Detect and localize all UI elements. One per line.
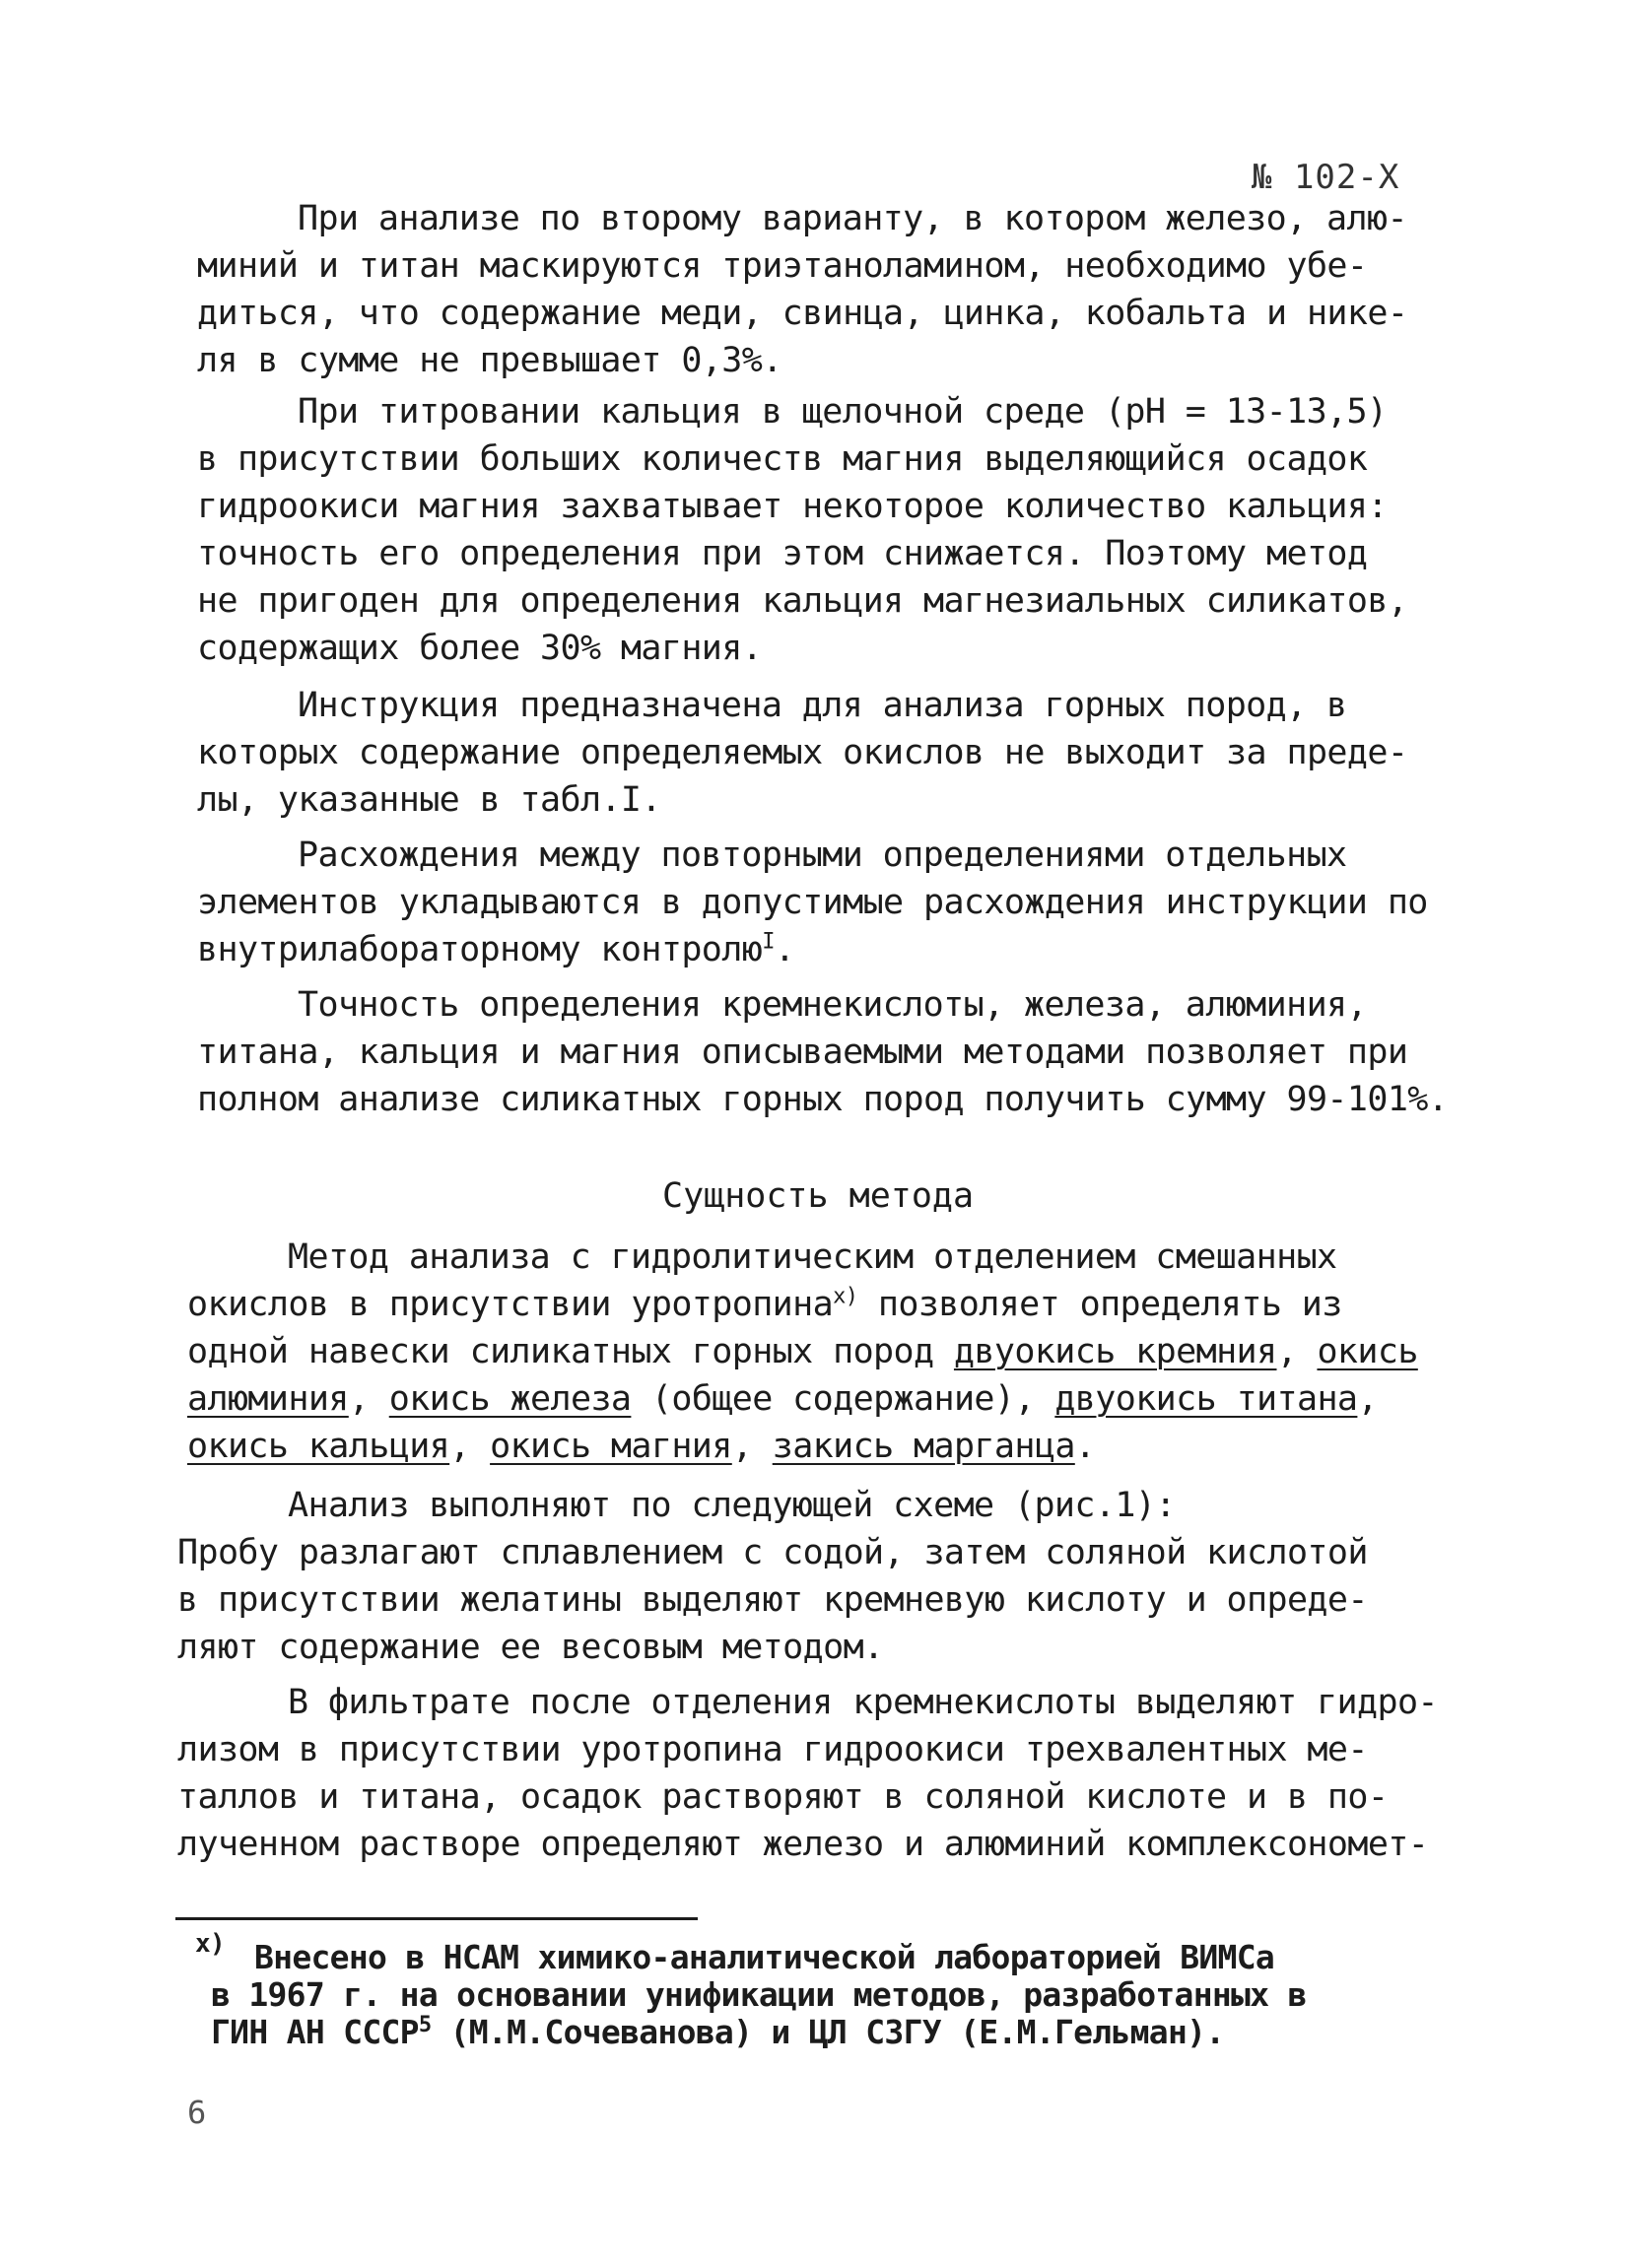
text-line: окислов в присутствии уротропина$^{х)}$ позволяет определять из xyxy=(187,1284,1342,1324)
footnote-line: Внесено в НСАМ химико-аналитической лабораторией ВИМСа xyxy=(254,1938,1275,1976)
underlined-term: двуокись кремния xyxy=(953,1332,1277,1371)
underlined-term: окись xyxy=(1317,1332,1418,1371)
text-line: ля в сумме не превышает 0,3%. xyxy=(197,341,782,380)
reference-superscript: I xyxy=(762,929,775,955)
text-line: Метод анализа с гидролитическим отделением смешанных xyxy=(288,1237,1337,1277)
text-line: гидроокиси магния захватывает некоторое количество кальция: xyxy=(197,487,1388,526)
text-line: диться, что содержание меди, свинца, цинка, кобальта и нике- xyxy=(197,294,1408,333)
footnote-divider xyxy=(175,1917,698,1920)
footnote-line: ГИН АН СССР$^5$ (М.М.Сочеванова) и ЦЛ СЗГУ (Е.М.Гельман). xyxy=(211,2013,1225,2051)
text-line: титана, кальция и магния описываемыми методами позволяет при xyxy=(197,1033,1408,1072)
text-line: содержащих более 30% магния. xyxy=(197,629,763,668)
text-line: таллов и титана, осадок растворяют в соляной кислоте и в по- xyxy=(177,1777,1389,1817)
text-line: лизом в присутствии уротропина гидроокиси трехвалентных ме- xyxy=(177,1730,1368,1769)
underlined-term: алюминия xyxy=(187,1379,349,1419)
text-line: Точность определения кремнекислоты, железа, алюминия, xyxy=(298,985,1368,1025)
text-line: Расхождения между повторными определениями отдельных xyxy=(298,835,1347,875)
text-line: миний и титан маскируются триэтаноламином, необходимо убе- xyxy=(197,246,1368,286)
underlined-term: двуокись титана xyxy=(1054,1379,1358,1419)
footnote-line: в 1967 г. на основании унификации методов, разработанных в xyxy=(211,1975,1307,2014)
text-line: внутрилабораторному контролю$^I$. xyxy=(197,929,795,969)
text-line: точность его определения при этом снижается. Поэтому метод xyxy=(197,534,1368,573)
text-line: в присутствии желатины выделяют кремневую кислоту и опреде- xyxy=(177,1580,1368,1620)
text-line: алюминия, окись железа (общее содержание), двуокись титана, xyxy=(187,1379,1378,1419)
text-line: в присутствии больших количеств магния выделяющийся осадок xyxy=(197,439,1368,479)
text-line: не пригоден для определения кальция магнезиальных силикатов, xyxy=(197,581,1408,621)
text-line: которых содержание определяемых окислов не выходит за преде- xyxy=(197,733,1408,772)
underlined-term: окись кальция xyxy=(187,1427,450,1466)
text-line: одной навески силикатных горных пород двуокись кремния, окись xyxy=(187,1332,1418,1371)
text-line: В фильтрате после отделения кремнекислоты выделяют гидро- xyxy=(288,1683,1438,1722)
text-line: лученном растворе определяют железо и алюминий комплексономет- xyxy=(177,1825,1429,1864)
text-line: окись кальция, окись магния, закись марганца. xyxy=(187,1427,1096,1466)
text-line: элементов укладываются в допустимые расхождения инструкции по xyxy=(197,883,1428,922)
text-line: Инструкция предназначена для анализа горных пород, в xyxy=(298,686,1347,725)
text-line: полном анализе силикатных горных пород получить сумму 99-101%. xyxy=(197,1080,1449,1119)
underlined-term: окись железа xyxy=(388,1379,632,1419)
footnote-marker: х) xyxy=(195,1929,225,1959)
text-line: При титровании кальция в щелочной среде (pH = 13-13,5) xyxy=(298,392,1388,432)
document-code: № 102-Х xyxy=(1252,158,1400,197)
section-title: Сущность метода xyxy=(662,1176,975,1216)
text-line: При анализе по второму варианту, в котором железо, алю- xyxy=(298,199,1407,238)
text-line: лы, указанные в табл.I. xyxy=(197,780,661,820)
text-line: Анализ выполняют по следующей схеме (рис.1): xyxy=(288,1486,1176,1525)
text-line: Пробу разлагают сплавлением с содой, затем соляной кислотой xyxy=(177,1533,1368,1572)
underlined-term: окись магния xyxy=(490,1427,732,1466)
footnote-reference: х) xyxy=(833,1284,858,1309)
text-line: ляют содержание ее весовым методом. xyxy=(177,1628,884,1667)
underlined-term: закись марганца xyxy=(772,1427,1075,1466)
page-number: 6 xyxy=(187,2094,207,2131)
